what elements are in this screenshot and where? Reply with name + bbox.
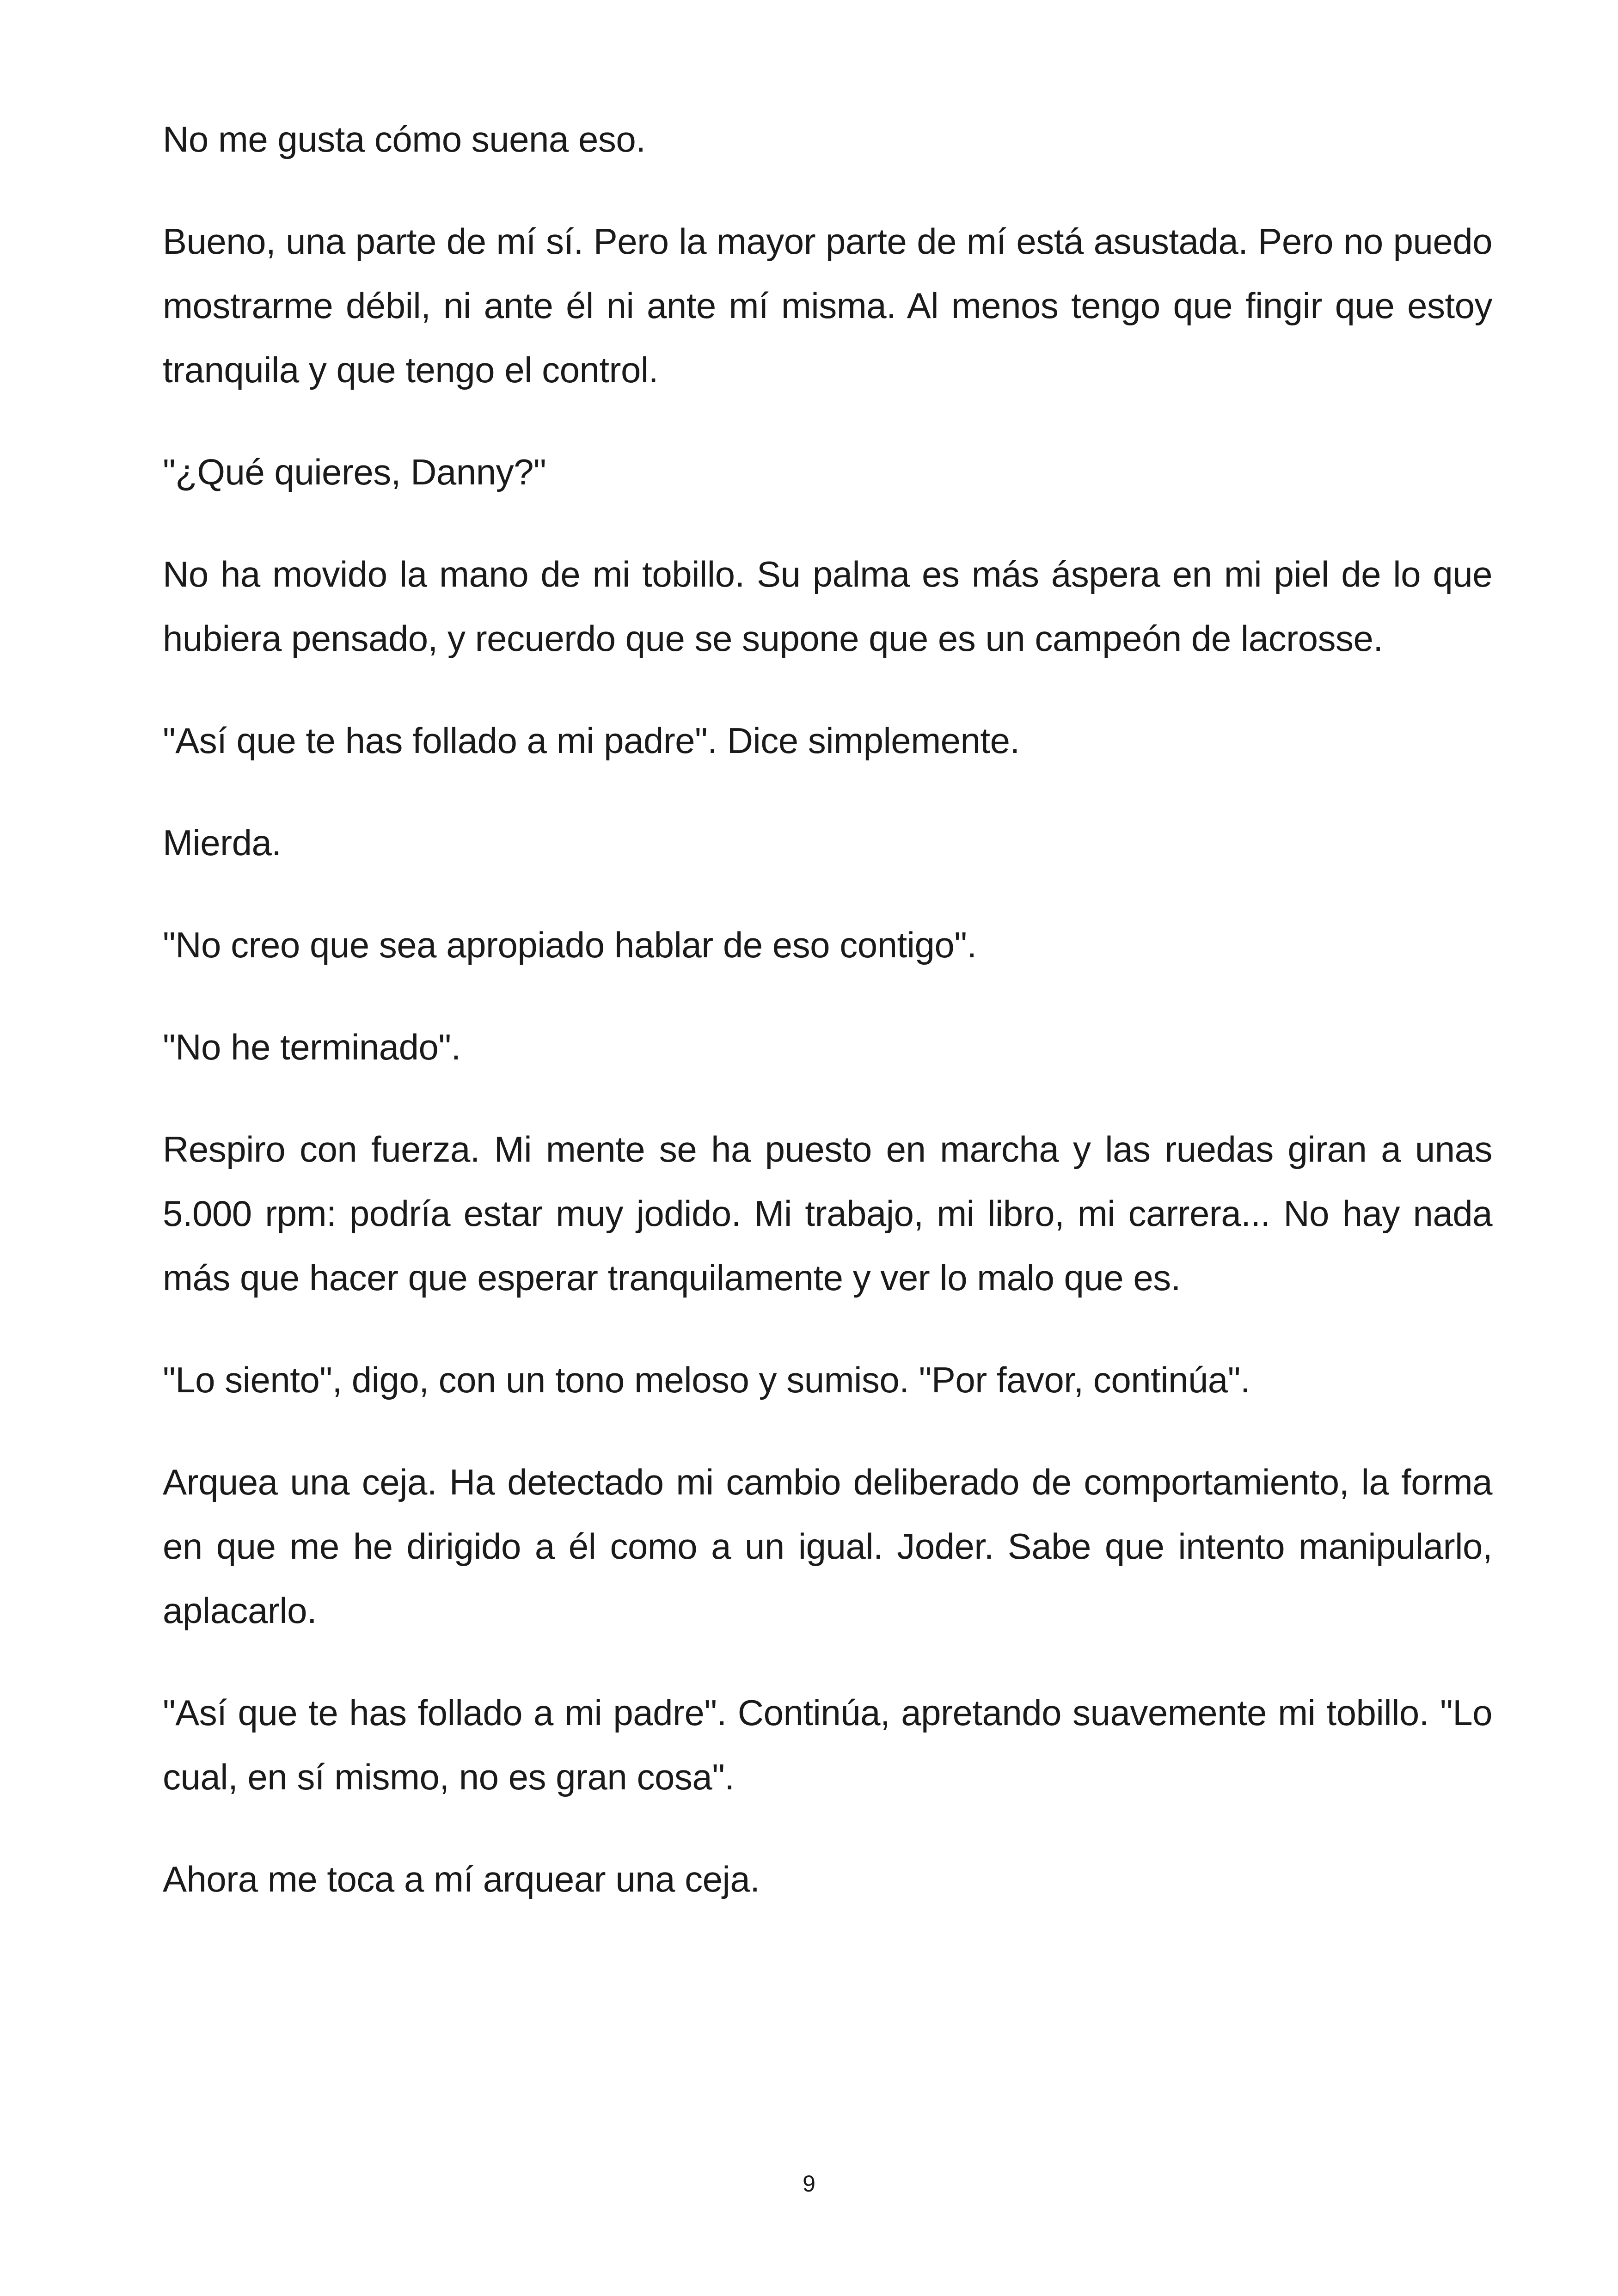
paragraph: "¿Qué quieres, Danny?": [163, 452, 546, 492]
paragraph: Respiro con fuerza. Mi mente se ha puesto en marcha y las ruedas giran a unas 5.000 rpm: podría estar muy jodido. Mi trabajo, mi libro, mi carrera... No hay nada más que hacer que esperar tranquilamente y ver lo malo que es.: [163, 1129, 1492, 1298]
paragraph: No ha movido la mano de mi tobillo. Su palma es más áspera en mi piel de lo que hubiera pensado, y recuerdo que se supone que es un campeón de lacrosse.: [163, 554, 1492, 659]
paragraph: No me gusta cómo suena eso.: [163, 119, 646, 159]
paragraph: "No creo que sea apropiado hablar de eso contigo".: [163, 925, 977, 965]
page-number: 9: [803, 2171, 815, 2197]
body-text: [163, 107, 1492, 1949]
paragraph: Ahora me toca a mí arquear una ceja.: [163, 1859, 760, 1899]
paragraph: Bueno, una parte de mí sí. Pero la mayor parte de mí está asustada. Pero no puedo mostrarme débil, ni ante él ni ante mí misma. Al menos tengo que fingir que estoy tranquila y que tengo el control.: [163, 221, 1492, 390]
paragraph: Mierda.: [163, 822, 282, 863]
paragraph: "Así que te has follado a mi padre". Dice simplemente.: [163, 720, 1020, 761]
paragraph: "Así que te has follado a mi padre". Continúa, apretando suavemente mi tobillo. "Lo cual, en sí mismo, no es gran cosa".: [163, 1692, 1492, 1797]
paragraph: "Lo siento", digo, con un tono meloso y sumiso. "Por favor, continúa".: [163, 1359, 1250, 1400]
paragraph: Arquea una ceja. Ha detectado mi cambio deliberado de comportamiento, la forma en que me he dirigido a él como a un igual. Joder. Sabe que intento manipularlo, aplacarlo.: [163, 1462, 1492, 1631]
paragraph: "No he terminado".: [163, 1027, 461, 1067]
